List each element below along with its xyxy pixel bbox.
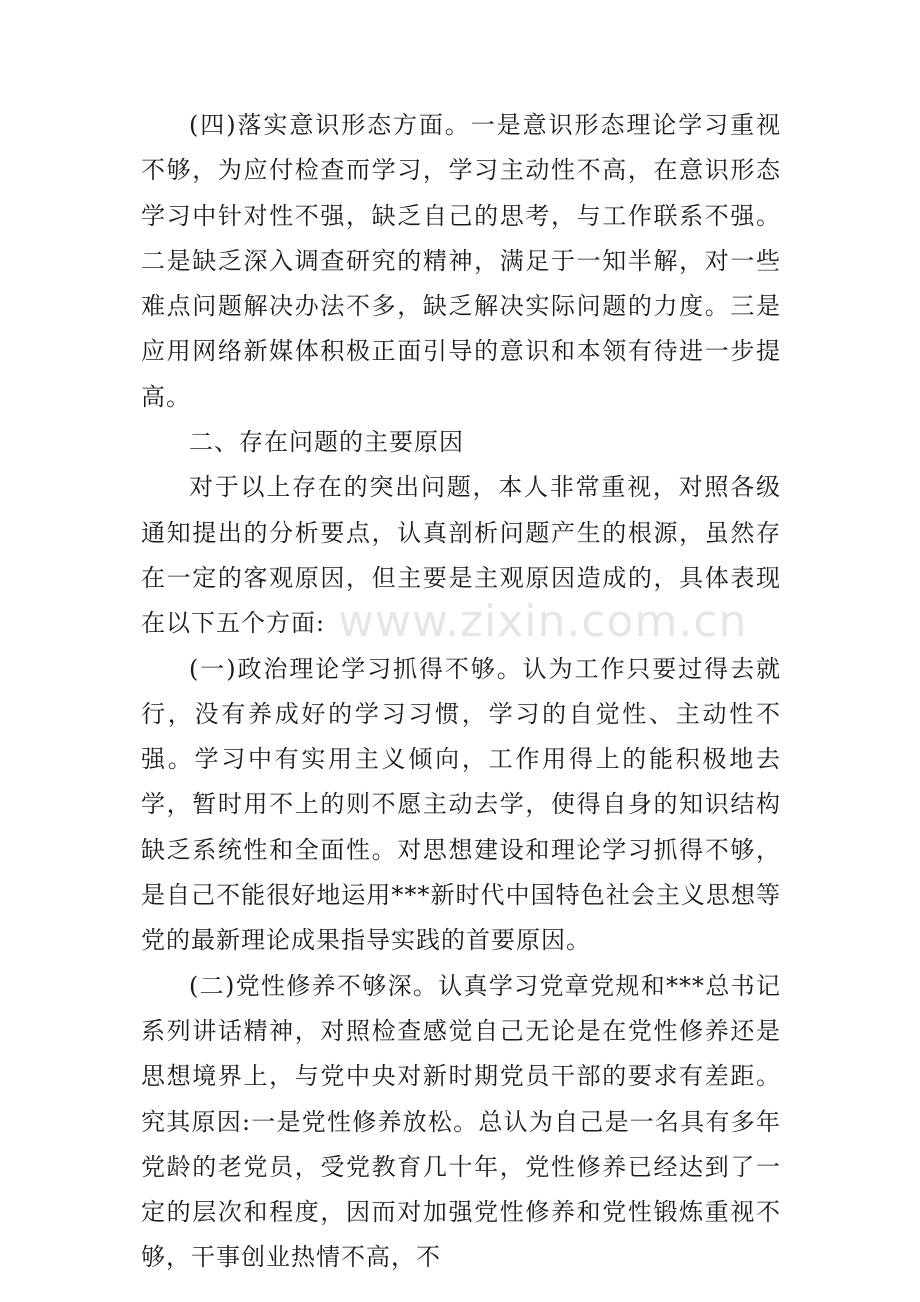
paragraph-ideology-implementation: (四)落实意识形态方面。一是意识形态理论学习重视不够，为应付检查而学习，学习主动性不高，在意识形态学习中针对性不强，缺乏自己的思考，与工作联系不强。二是缺乏深入调查研究的精神，满足于一知半解，对一些难点问题解决办法不多，缺乏解决实际问题的力度。三是应用网络新媒体积极正面引导的意识和本领有待进一步提高。	[141, 111, 781, 411]
section-heading-main-causes: 二、存在问题的主要原因	[189, 428, 464, 457]
paragraph-political-theory-study: (一)政治理论学习抓得不够。认为工作只要过得去就行，没有养成好的学习习惯，学习的自觉性、主动性不强。学习中有实用主义倾向，工作用得上的能积极地去学，暂时用不上的则不愿主动去学，使得自身的知识结构缺乏系统性和全面性。对思想建设和理论学习抓得不够，是自己不能很好地运用***新时代中国特色社会主义思想等党的最新理论成果指导实践的首要原因。	[141, 654, 781, 955]
paragraph-party-spirit-cultivation: (二)党性修养不够深。认真学习党章党规和***总书记系列讲话精神，对照检查感觉自己无论是在党性修养还是思想境界上，与党中央对新时期党员干部的要求有差距。究其原因:一是党性修养放松。总认为自己是一名具有多年党龄的老党员，受党教育几十年，党性修养已经达到了一定的层次和程度，因而对加强党性修养和党性锻炼重视不够，干事创业热情不高，不	[141, 971, 781, 1272]
watermark: www.zixin.com.cn	[338, 596, 748, 647]
paragraph-causes-intro: 对于以上存在的突出问题，本人非常重视，对照各级通知提出的分析要点，认真剖析问题产生的根源，虽然存在一定的客观原因，但主要是主观原因造成的，具体表现在以下五个方面:	[141, 473, 781, 638]
document-body	[141, 103, 781, 1281]
